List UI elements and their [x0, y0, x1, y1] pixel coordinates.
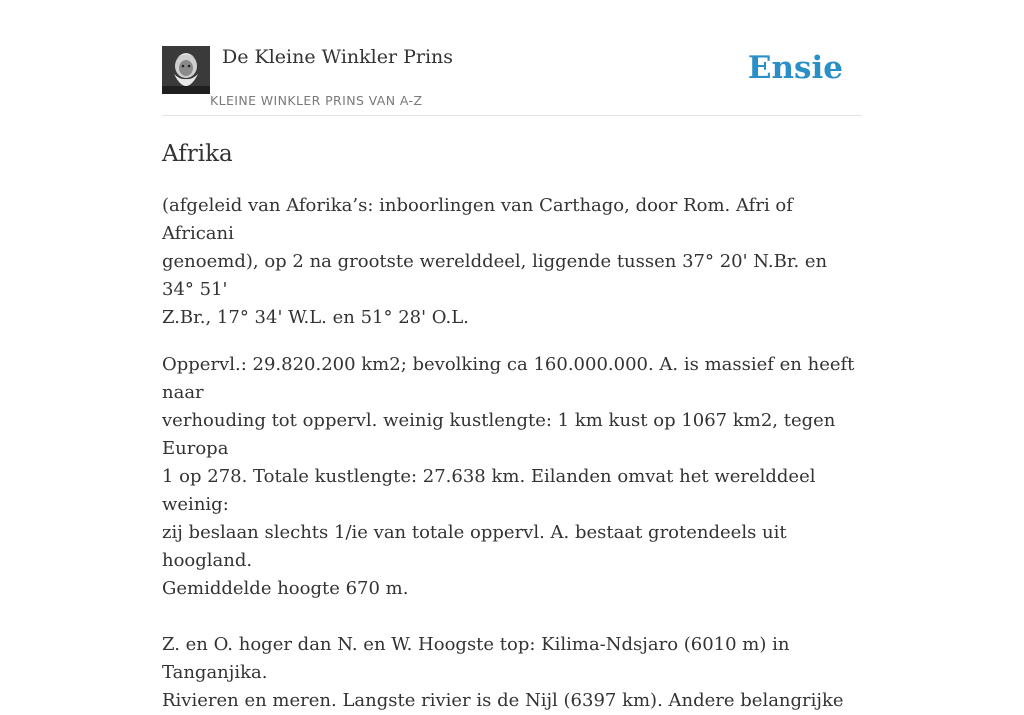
bearded-man-portrait-icon — [162, 46, 210, 94]
entry-paragraph: Z. en O. hoger dan N. en W. Hoogste top: Kilima-Ndsjaro (6010 m) in Tanganjika. Rivieren en meren. Langste rivier is de Nijl (6397 km). Andere belangrijke — [162, 634, 844, 711]
entry-title: Afrika — [162, 141, 233, 167]
brand-logo[interactable]: Ensie — [747, 50, 843, 86]
source-header — [162, 44, 862, 116]
entry-paragraph: (afgeleid van Aforika’s: inboorlingen van Carthago, door Rom. Afri of Africani genoemd), op 2 na grootste werelddeel, liggende tussen 37° 20' N.Br. en 34° 51' Z.Br., 17° 34' W.L. en 51° 28' O.L. — [162, 195, 828, 328]
source-title[interactable]: De Kleine Winkler Prins — [222, 46, 454, 68]
source-subtitle[interactable]: KLEINE WINKLER PRINS VAN A-Z — [210, 93, 423, 108]
entry-paragraph: Oppervl.: 29.820.200 km2; bevolking ca 160.000.000. A. is massief en heeft naar verhouding tot oppervl. weinig kustlengte: 1 km kust op 1067 km2, tegen Europa 1 op 278. Totale kustlengte: 27.638 km. Eilanden omvat het werelddeel weinig: zij beslaan slechts 1/ie van totale oppervl. A. bestaat grotendeels uit hoogland. Gemiddelde hoogte 670 m. — [162, 354, 855, 599]
entry-content — [162, 138, 862, 715]
avatar[interactable] — [162, 46, 210, 94]
